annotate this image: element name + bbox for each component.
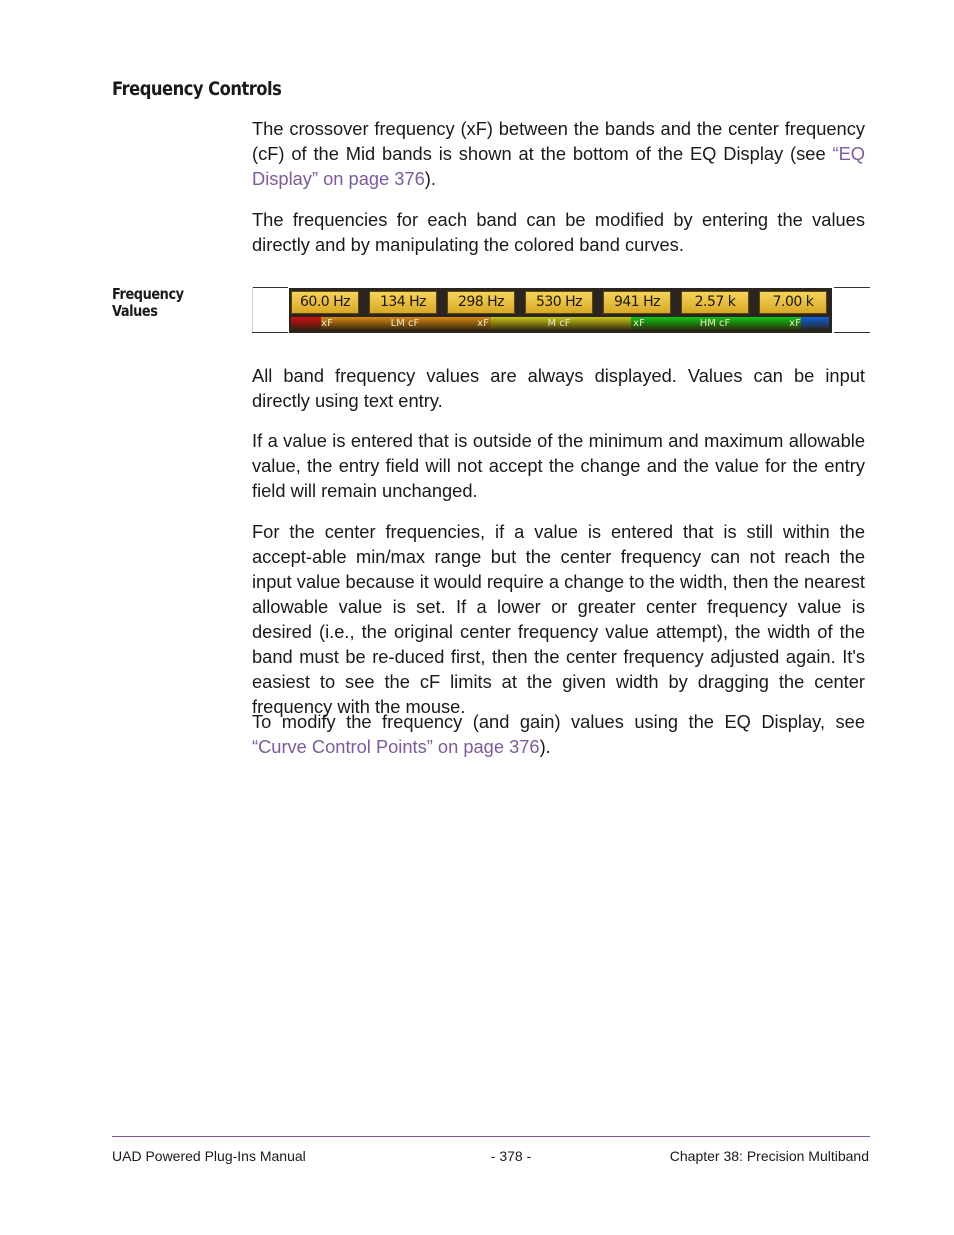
frequency-value-field-1[interactable]: 60.0 Hz [291,291,359,314]
footer-manual-title: UAD Powered Plug-Ins Manual [112,1148,306,1164]
figure-rule [834,332,870,333]
subheading-frequency-values [112,286,184,320]
frequency-strip [289,288,832,333]
footer-rule [112,1136,870,1137]
paragraph-eq-display [252,709,865,759]
xref-curve-control-points-link[interactable]: “Curve Control Points” on page 376 [252,736,540,757]
frequency-value-field-4[interactable]: 530 Hz [525,291,593,314]
footer-page-number: - 378 - [490,1148,532,1164]
paragraph-text: ). [424,168,436,189]
subheading-line: Values [112,302,158,320]
frequency-value-field-2[interactable]: 134 Hz [369,291,437,314]
center-frequency-label: LM cF [390,318,420,329]
frequency-value-field-3[interactable]: 298 Hz [447,291,515,314]
paragraph-center-frequencies: For the center frequencies, if a value is entered that is still within the accept-able min/max range but the center frequency can not reach the input value because it would require a change to the width, then the nearest allowable value is set. If a lower or greater center frequency value is desired (i.e., the original center frequency value attempt), the width of the band must be re-duced first, then the center frequency adjusted again. It's easiest to see the cF limits at the given width by dragging the center frequency with the mouse. [252,521,865,717]
paragraph-out-of-range: If a value is entered that is outside of the minimum and maximum allowable value, the entry field will not accept the change and the value for the entry field will remain unchanged. [252,430,865,501]
figure-rule [834,287,870,288]
paragraph-modify: The frequencies for each band can be modified by entering the values directly and by manipulating the colored band curves. [252,209,865,255]
subheading-line: Frequency [112,285,184,303]
band-color-row[interactable] [289,317,832,331]
band-segment-high[interactable] [801,317,829,331]
section-heading: Frequency Controls [112,78,282,100]
paragraph-crossover [252,116,865,191]
footer-chapter: Chapter 38: Precision Multiband [669,1148,869,1164]
paragraph-text: ). [539,736,551,757]
frequency-value-field-6[interactable]: 2.57 k [681,291,749,314]
center-frequency-label: M cF [547,318,571,329]
figure-rule [252,287,288,288]
band-segment-low[interactable] [291,317,321,331]
frequency-values-figure [252,287,870,333]
crossover-label: xF [789,318,801,329]
center-frequency-label: HM cF [699,318,731,329]
xref-eq-display-link[interactable]: “EQ Display” on page 376 [252,143,865,189]
frequency-value-field-7[interactable]: 7.00 k [759,291,827,314]
paragraph-values-displayed: All band frequency values are always displayed. Values can be input directly using text entry. [252,365,865,411]
crossover-label: xF [477,318,489,329]
figure-rule [252,332,288,333]
frequency-value-field-5[interactable]: 941 Hz [603,291,671,314]
paragraph-text: The crossover frequency (xF) between the bands and the center frequency (cF) of the Mid bands is shown at the bottom of the EQ Display (see [252,118,865,164]
paragraph-text: To modify the frequency (and gain) values using the EQ Display, see [252,711,865,732]
figure-rule [252,287,253,332]
crossover-label: xF [321,318,333,329]
crossover-label: xF [633,318,645,329]
